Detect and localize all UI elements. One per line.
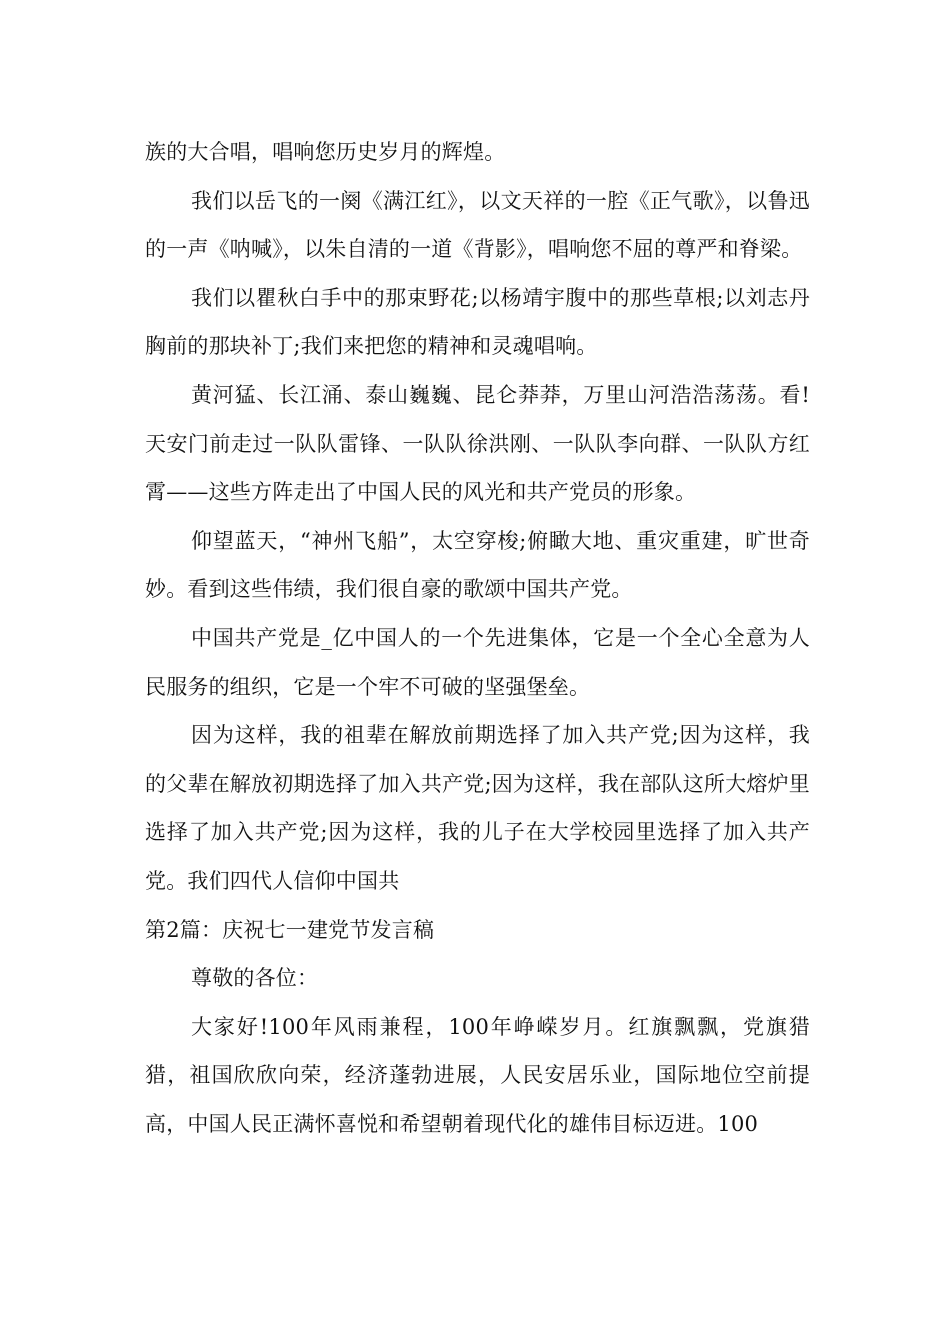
paragraph: 族的大合唱，唱响您历史岁月的辉煌。 bbox=[145, 140, 506, 164]
document-body bbox=[145, 128, 810, 1148]
paragraph: 黄河猛、长江涌、泰山巍巍、昆仑莽莽，万里山河浩浩荡荡。看!天安门前走过一队队雷锋、一队队徐洪刚、一队队李向群、一队队方红霄——这些方阵走出了中国人民的风光和共产党员的形象。 bbox=[145, 382, 810, 505]
salutation: 尊敬的各位： bbox=[191, 966, 319, 991]
paragraph: 我们以岳飞的一阕《满江红》，以文天祥的一腔《正气歌》，以鲁迅的一声《呐喊》，以朱自清的一道《背影》，唱响您不屈的尊严和脊梁。 bbox=[145, 188, 810, 262]
paragraph: 因为这样，我的祖辈在解放前期选择了加入共产党;因为这样，我的父辈在解放初期选择了加入共产党;因为这样，我在部队这所大熔炉里选择了加入共产党;因为这样，我的儿子在大学校园里选择了加入共产党。我们四代人信仰中国共 bbox=[145, 723, 810, 893]
section-heading: 第2篇：庆祝七一建党节发言稿 bbox=[145, 917, 435, 942]
paragraph: 中国共产党是_亿中国人的一个先进集体，它是一个全心全意为人民服务的组织，它是一个牢不可破的坚强堡垒。 bbox=[145, 625, 810, 699]
paragraph: 大家好!100年风雨兼程，100年峥嵘岁月。红旗飘飘，党旗猎猎，祖国欣欣向荣，经济蓬勃进展，人民安居乐业，国际地位空前提高，中国人民正满怀喜悦和希望朝着现代化的雄伟目标迈进。100 bbox=[145, 1014, 810, 1136]
paragraph: 仰望蓝天，“神州飞船”，太空穿梭;俯瞰大地、重灾重建，旷世奇妙。看到这些伟绩，我们很自豪的歌颂中国共产党。 bbox=[145, 528, 810, 602]
paragraph: 我们以瞿秋白手中的那束野花;以杨靖宇腹中的那些草根;以刘志丹胸前的那块补丁;我们来把您的精神和灵魂唱响。 bbox=[145, 285, 810, 359]
